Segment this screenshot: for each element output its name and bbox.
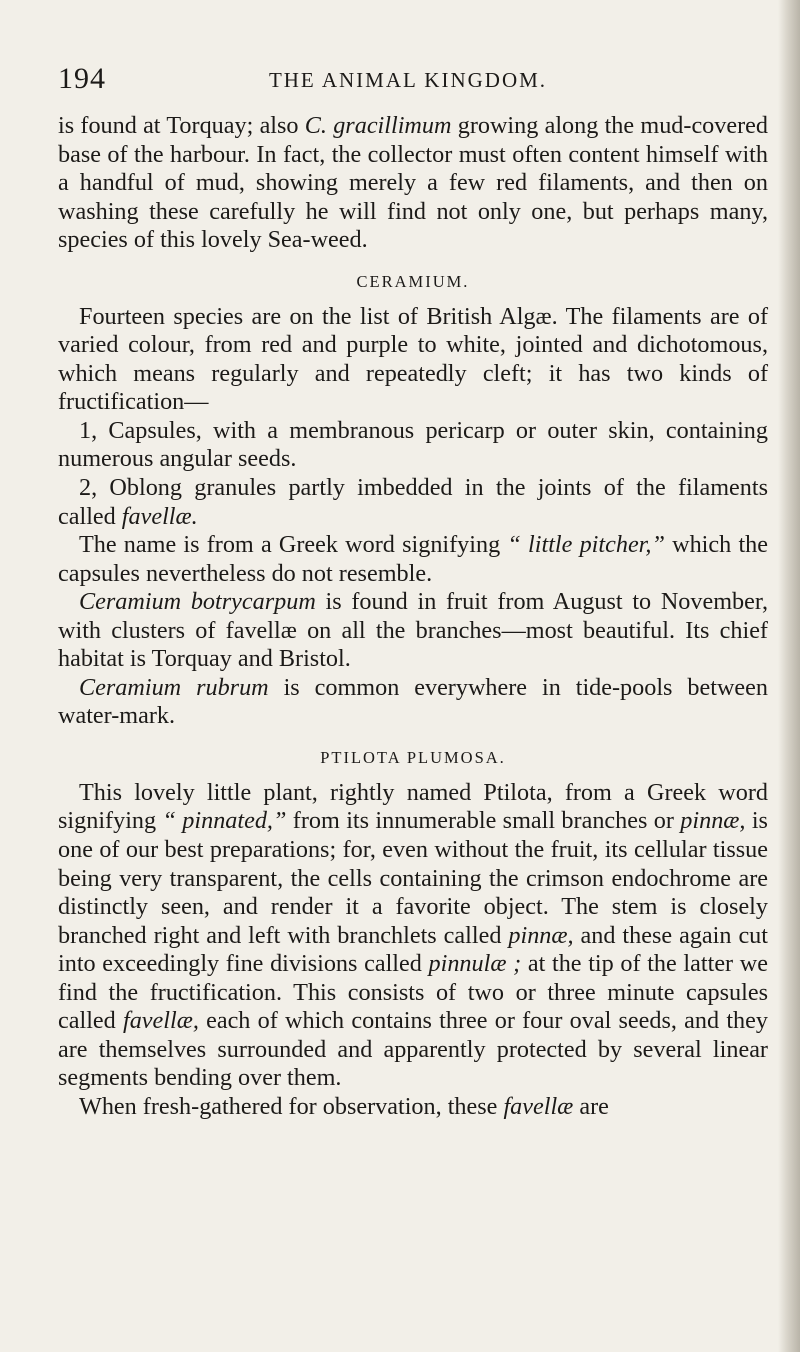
page-edge-shadow (778, 0, 800, 1352)
paragraph (58, 674, 768, 731)
page-number: 194 (58, 62, 106, 95)
text-run: at the tip of the latter we find the fructification. This consists of two or three minute capsules called (58, 950, 768, 1035)
section-heading-ptilota: PTILOTA PLUMOSA. (320, 747, 506, 767)
paragraph (58, 588, 768, 674)
text-run: each of which contains three or four oval seeds, and they are themselves surrounded and apparently protected by several linear segments bending over them. (58, 1007, 768, 1092)
text-run: growing along the mud-covered base of the harbour. In fact, the collector must often content himself with a handful of mud, showing merely a few red filaments, and then on washing these carefully he will find not only one, but perhaps many, species of this lovely Sea-weed. (58, 112, 768, 254)
text-run: is found in fruit from August to November, with clusters of favellæ on all the branches—most beautiful. Its chief habitat is Torquay and Bristol. (58, 588, 768, 673)
running-head: THE ANIMAL KINGDOM. (268, 68, 548, 92)
paragraph (58, 474, 768, 531)
text-run: and these again cut into exceedingly fine divisions called (58, 921, 768, 978)
quoted-term: “ little pitcher,” (507, 531, 665, 559)
text-run: 2, Oblong granules partly imbedded in the joints of the filaments called (58, 474, 768, 530)
text-run: from its innumerable small branches or (286, 807, 681, 835)
term: favellæ. (121, 502, 198, 530)
quoted-term: “ pinnated,” (162, 807, 287, 835)
paragraph (58, 531, 768, 588)
text-run: The name is from a Greek word signifying (79, 531, 508, 559)
page-body (58, 112, 768, 1122)
text-run: This lovely little plant, rightly named Ptilota, from a Greek word signifying (58, 778, 768, 835)
term: favellæ, (122, 1007, 199, 1035)
text-run: is common everywhere in tide-pools between water-mark. (58, 673, 768, 730)
term: pinnæ, (680, 807, 746, 835)
species-name: C. gracillimum (304, 112, 452, 139)
text-run: is found at Torquay; also (58, 112, 305, 139)
section-heading-ceramium: CERAMIUM. (356, 271, 470, 291)
paragraph: 1, Capsules, with a membranous pericarp or outer skin, containing numerous angular seeds. (58, 416, 768, 473)
page-header (58, 62, 758, 102)
term: pinnulæ ; (428, 950, 522, 978)
text-run: When fresh-gathered for observation, these (79, 1092, 504, 1120)
species-name: Ceramium rubrum (79, 673, 269, 701)
paragraph (58, 779, 768, 1093)
species-name: Ceramium botrycarpum (79, 588, 316, 616)
text-run: which the capsules nevertheless do not resemble. (58, 531, 768, 587)
term: pinnæ, (508, 921, 574, 949)
text-run: are (573, 1092, 609, 1120)
paragraph (58, 1093, 768, 1122)
paragraph (58, 112, 768, 255)
term: favellæ (503, 1092, 574, 1120)
paragraph: Fourteen species are on the list of British Algæ. The filaments are of varied colour, from red and purple to white, jointed and dichotomous, which means regularly and repeatedly cleft; it has two kinds of fructification— (58, 302, 768, 416)
text-run: is one of our best preparations; for, even without the fruit, its cellular tissue being very transparent, the cells containing the crimson endochrome are distinctly seen, and render it a favorite object. The stem is closely branched right and left with branchlets called (58, 807, 768, 949)
